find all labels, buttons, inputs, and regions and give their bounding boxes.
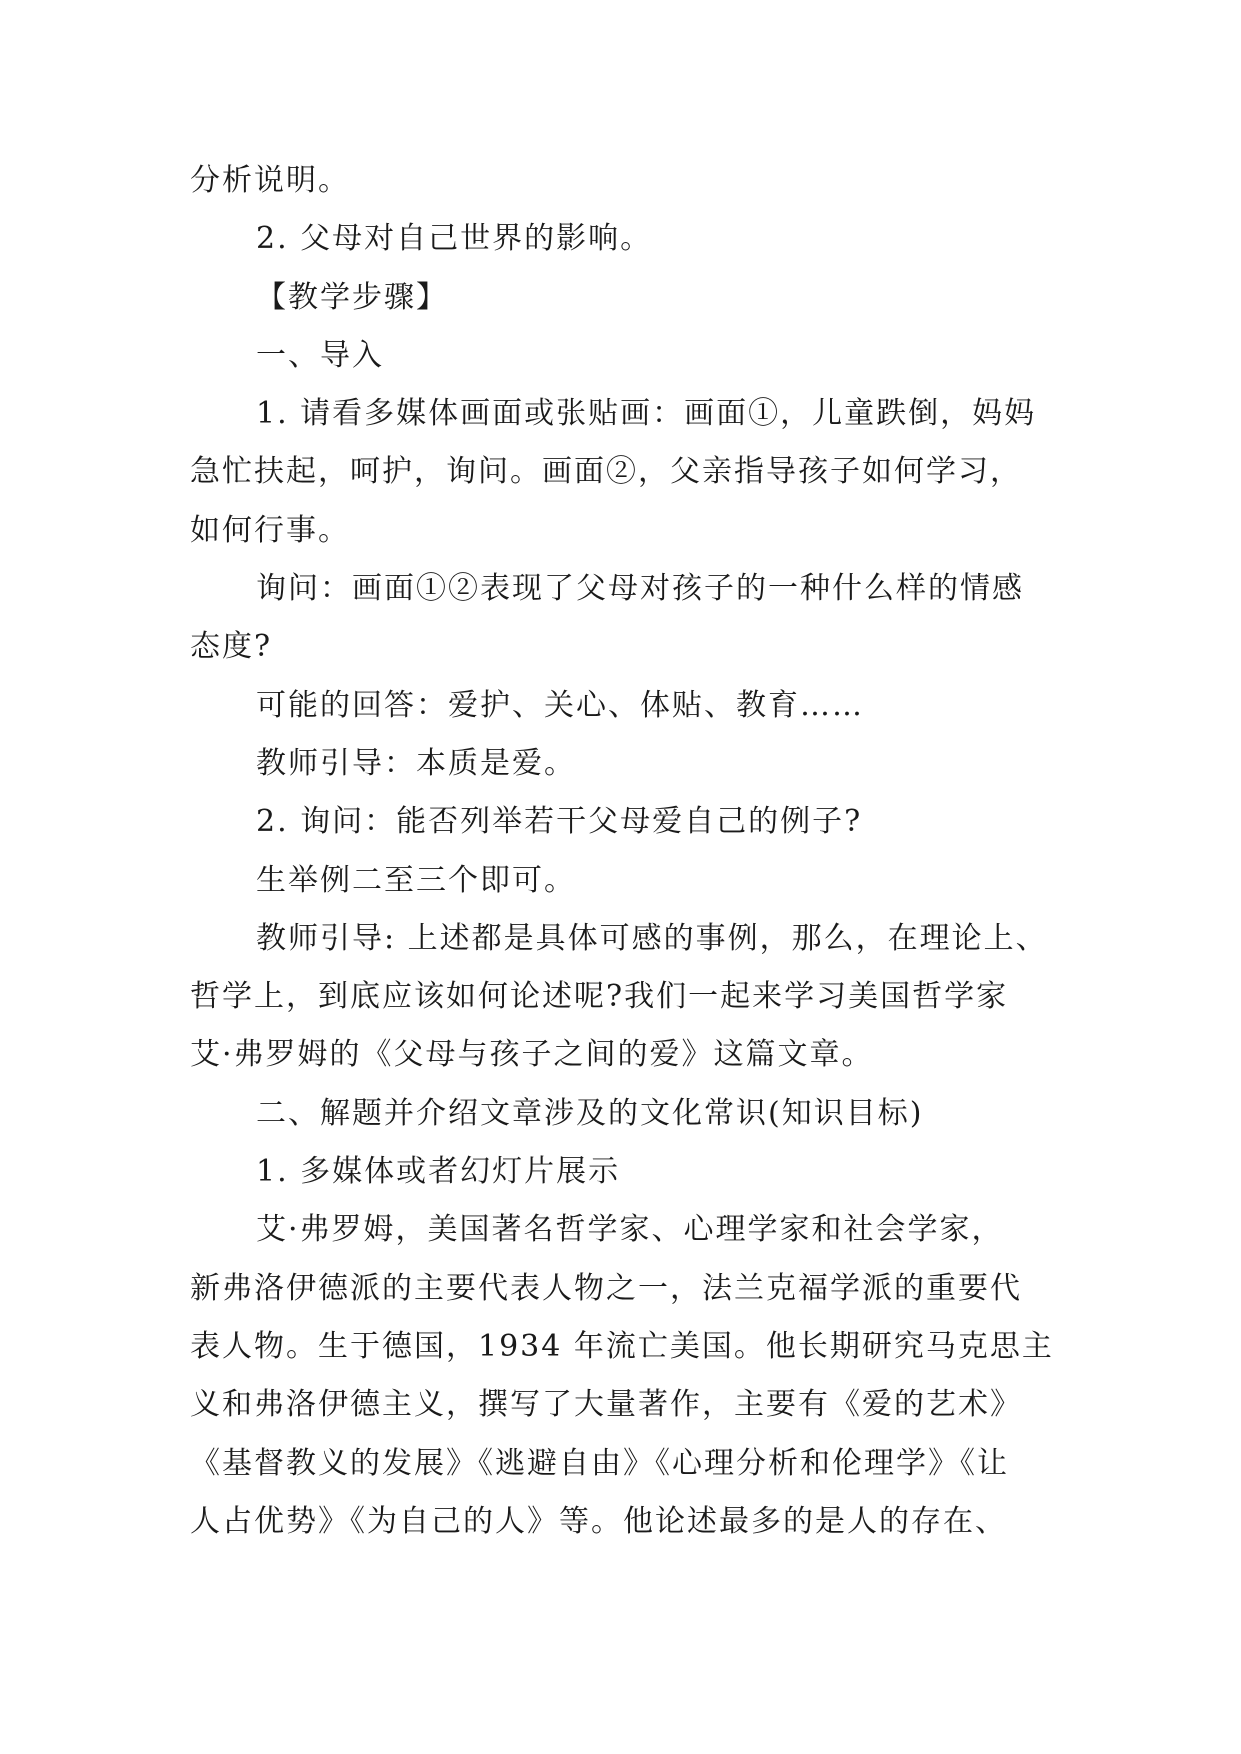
text-line: 1. 请看多媒体画面或张贴画：画面①，儿童跌倒，妈妈 [256,396,1037,432]
text-line: 2. 询问：能否列举若干父母爱自己的例子? [256,804,863,840]
text-line: 态度? [190,629,273,665]
document-body [190,152,1056,1551]
text-line: 表人物。生于德国，1934 年流亡美国。他长期研究马克思主 [190,1328,1054,1364]
section-heading: 【教学步骤】 [256,279,448,315]
text-line: 《基督教义的发展》《逃避自由》《心理分析和伦理学》《让 [190,1445,1009,1481]
text-line: 哲学上，到底应该如何论述呢?我们一起来学习美国哲学家 [190,979,1009,1015]
text-line: 可能的回答：爱护、关心、体贴、教育…… [256,687,864,723]
text-line: 1. 多媒体或者幻灯片展示 [256,1154,621,1190]
text-line: 如何行事。 [190,512,350,548]
text-line: 艾·弗罗姆的《父母与孩子之间的爱》这篇文章。 [190,1037,874,1073]
text-line: 询问：画面①②表现了父母对孩子的一种什么样的情感 [256,571,1024,607]
text-line: 生举例二至三个即可。 [256,862,576,898]
text-line: 新弗洛伊德派的主要代表人物之一，法兰克福学派的重要代 [190,1270,1022,1306]
text-line: 教师引导：本质是爱。 [256,745,576,781]
section-heading: 二、解题并介绍文章涉及的文化常识(知识目标) [256,1095,924,1131]
text-line: 人占优势》《为自己的人》等。他论述最多的是人的存在、 [190,1503,1007,1539]
text-line: 2. 父母对自己世界的影响。 [256,221,653,257]
text-line: 急忙扶起，呵护，询问。画面②，父亲指导孩子如何学习， [190,454,1022,490]
section-heading: 一、导入 [256,337,384,373]
text-line: 分析说明。 [190,163,350,198]
text-line: 艾·弗罗姆，美国著名哲学家、心理学家和社会学家， [256,1212,1004,1248]
text-line: 义和弗洛伊德主义，撰写了大量著作，主要有《爱的艺术》 [190,1387,1022,1423]
text-line: 教师引导: 上述都是具体可感的事例，那么，在理论上、 [256,920,1048,956]
